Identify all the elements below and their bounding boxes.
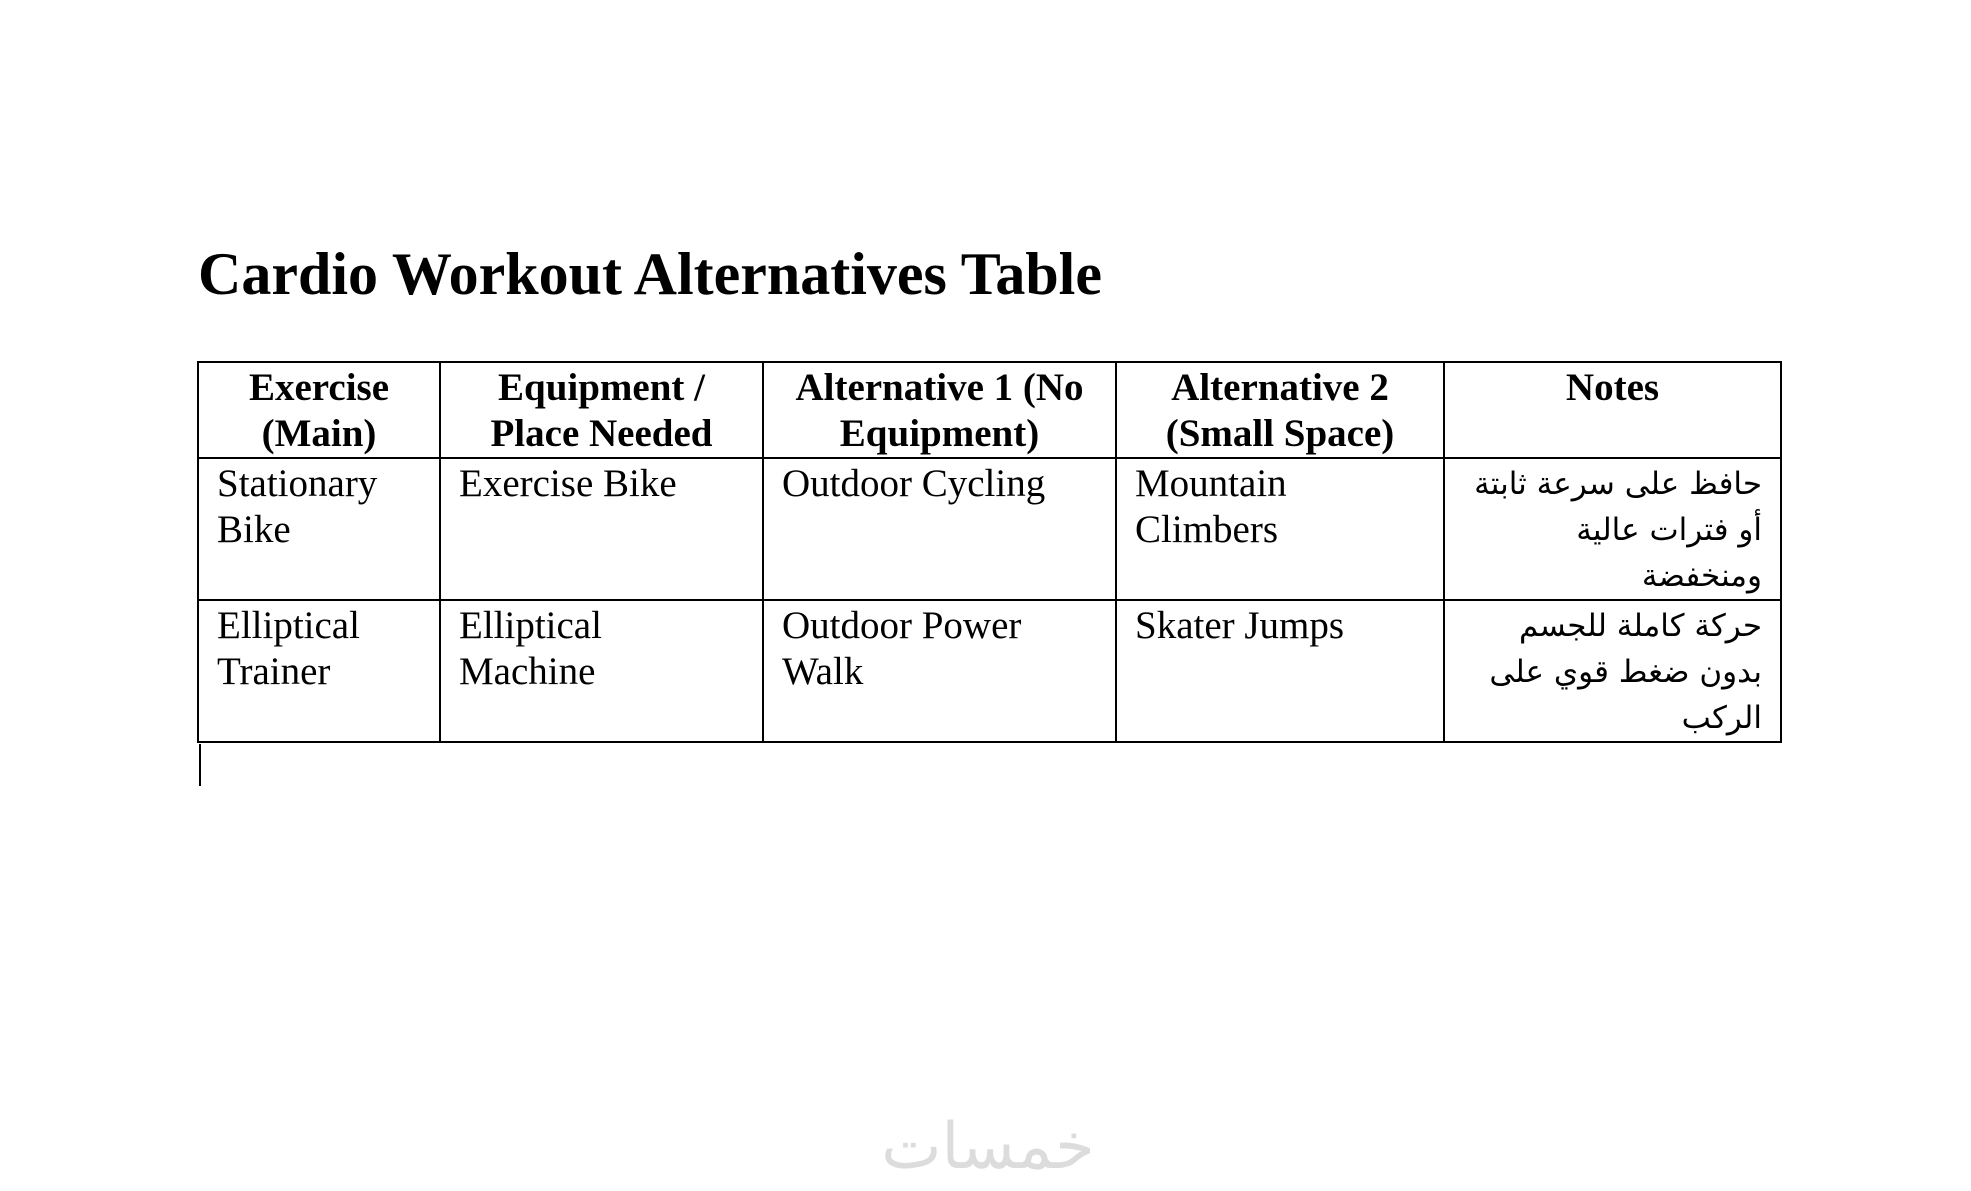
cell-alternative-1: Outdoor Cycling [763,458,1116,600]
table-row [198,458,1781,600]
cardio-alternatives-table [197,361,1782,743]
header-exercise-main: Exercise (Main) [198,362,440,458]
cell-alternative-1: Outdoor Power Walk [763,600,1116,742]
cell-alternative-2: Skater Jumps [1116,600,1444,742]
table-header-row [198,362,1781,458]
cell-equipment: Exercise Bike [440,458,763,600]
cell-notes: حركة كاملة للجسم بدون ضغط قوي على الركب [1444,600,1781,742]
table-row [198,600,1781,742]
header-notes: Notes [1444,362,1781,458]
cell-notes: حافظ على سرعة ثابتة أو فترات عالية ومنخفضة [1444,458,1781,600]
header-equipment-place: Equipment / Place Needed [440,362,763,458]
document-title: Cardio Workout Alternatives Table [198,241,1102,307]
watermark-logo: خمسات [881,1110,1095,1184]
cell-alternative-2: Mountain Climbers [1116,458,1444,600]
text-cursor[interactable] [199,744,201,786]
header-alternative-1: Alternative 1 (No Equipment) [763,362,1116,458]
cell-equipment: Elliptical Machine [440,600,763,742]
cell-exercise: Elliptical Trainer [198,600,440,742]
cell-exercise: Stationary Bike [198,458,440,600]
header-alternative-2: Alternative 2 (Small Space) [1116,362,1444,458]
